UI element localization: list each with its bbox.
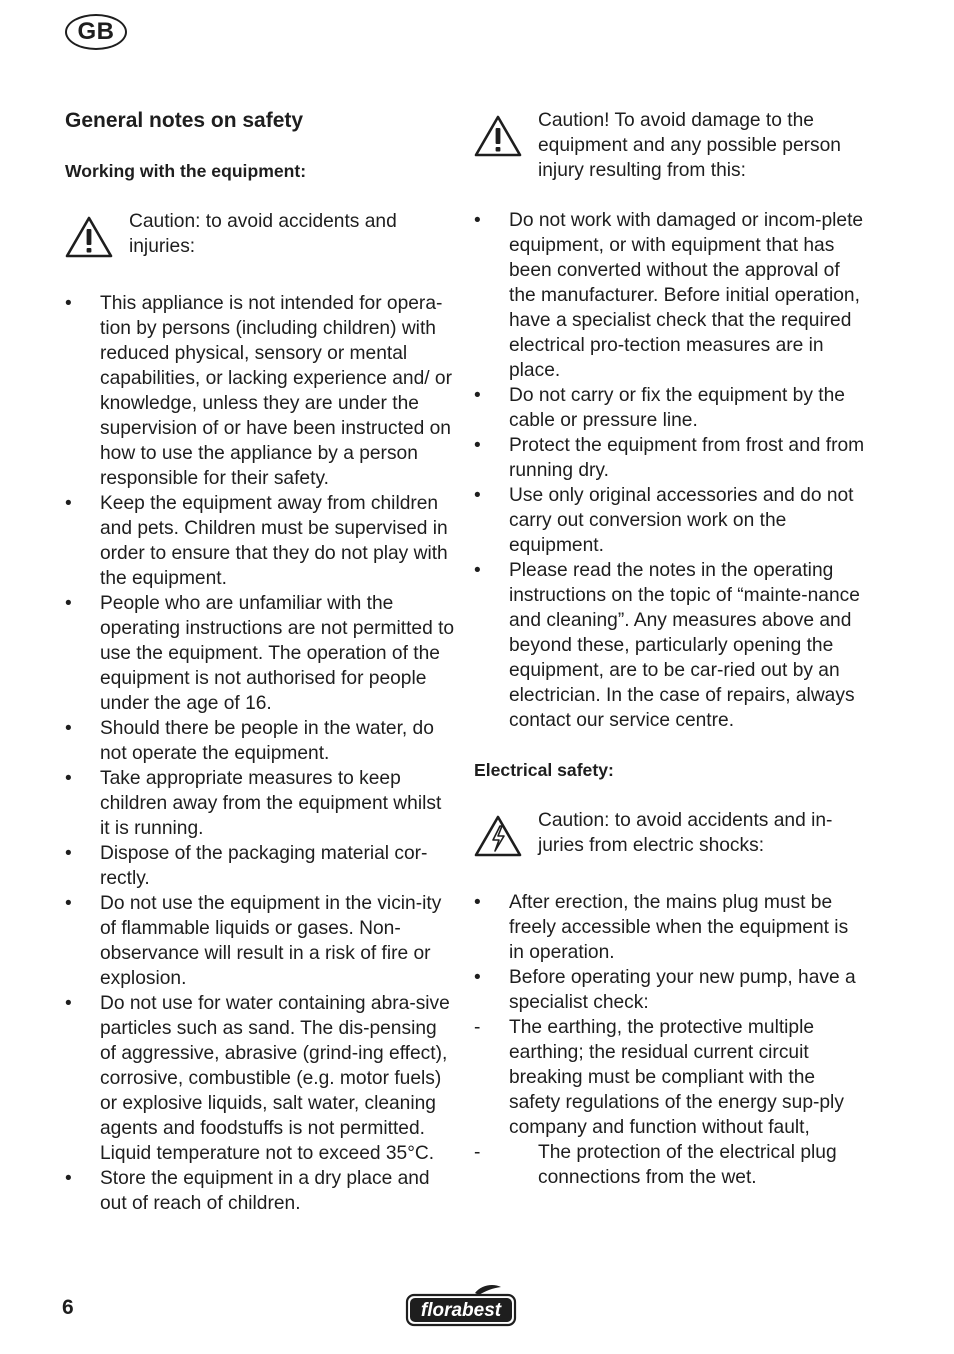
- list-item: • Do not work with damaged or incom-plete equipment, or with equipment that has been converted without the approval of the manufacturer. Before initial operation, have a specialist check that the required electrical pro-tection measures are in place.: [474, 210, 864, 381]
- warning-text: Caution! To avoid damage to the equipment and any possible person injury resulting from this:: [538, 110, 841, 181]
- page-number: 6: [62, 1296, 74, 1319]
- list-item: • Do not use the equipment in the vicin-ity of flammable liquids or gases. Non-observance will result in a risk of fire or explosion.: [65, 893, 442, 989]
- list-item: • Protect the equipment from frost and from running dry.: [474, 435, 865, 481]
- right-column: [474, 108, 866, 1190]
- safety-list-general: [65, 291, 455, 1216]
- list-item: • Do not carry or fix the equipment by the cable or pressure line.: [474, 385, 845, 431]
- subsection-title-electrical: Electrical safety:: [474, 760, 614, 780]
- left-column: [65, 108, 455, 1216]
- list-item: • Dispose of the packaging material cor-rectly.: [65, 843, 428, 889]
- safety-list-electrical: [474, 890, 866, 1190]
- list-item: • Keep the equipment away from children and pets. Children must be supervised in order to ensure that they do not play with the equipment.: [65, 493, 448, 589]
- warning-triangle-icon: [65, 209, 129, 266]
- list-item: • After erection, the mains plug must be freely accessible when the equipment is in operation.: [474, 892, 849, 963]
- list-item: • Take appropriate measures to keep children away from the equipment whilst it is running.: [65, 768, 442, 839]
- list-item: • Should there be people in the water, do not operate the equipment.: [65, 718, 434, 764]
- safety-list-equipment: [474, 208, 866, 733]
- warning-block-damage: [474, 108, 866, 183]
- warning-block-accidents: [65, 209, 455, 266]
- list-item: • Use only original accessories and do not carry out conversion work on the equipment.: [474, 485, 854, 556]
- list-item: • Please read the notes in the operating instructions on the topic of “mainte-nance and cleaning”. Any measures above and beyond these, particularly opening the equipment, are to be car-ried out by an electrician. In the case of repairs, always contact our service centre.: [474, 560, 860, 731]
- list-item-dash: - The protection of the electrical plug connections from the wet.: [474, 1142, 837, 1188]
- list-item: • Store the equipment in a dry place and out of reach of children.: [65, 1168, 430, 1214]
- warning-text: Caution: to avoid accidents and in-juries from electric shocks:: [538, 810, 833, 856]
- warning-block-electric: [474, 808, 866, 865]
- list-item-dash: - The earthing, the protective multiple earthing; the residual current circuit breaking must be compliant with the safety regulations of the energy sup-ply company and function without fault,: [474, 1017, 844, 1138]
- list-item: • People who are unfamiliar with the operating instructions are not permitted to use the equipment. The operation of the equipment is not authorised for people under the age of 16.: [65, 593, 455, 714]
- warning-triangle-icon: [474, 108, 538, 165]
- electric-hazard-icon: [474, 808, 538, 865]
- subsection-title-working: Working with the equipment:: [65, 161, 307, 181]
- svg-text:florabest: florabest: [420, 1300, 502, 1321]
- list-item: • This appliance is not intended for opera-tion by persons (including children) with reduced physical, sensory or mental capabilities, or lacking experience and/ or knowledge, unless they are under the supervision of or have been instructed on how to use the appliance by a person responsible for their safety.: [65, 293, 452, 489]
- section-title: General notes on safety: [65, 109, 304, 132]
- florabest-logo: [405, 1283, 517, 1332]
- list-item: • Before operating your new pump, have a specialist check:: [474, 967, 856, 1013]
- warning-text: Caution: to avoid accidents and injuries:: [129, 211, 397, 257]
- language-badge: GB: [65, 14, 127, 50]
- list-item: • Do not use for water containing abra-sive particles such as sand. The dis-pensing of aggressive, abrasive (grind-ing effect), corrosive, combustible (e.g. motor fuels) or explosive liquids, salt water, cleaning agents and foodstuffs is not permitted. Liquid temperature not to exceed 35°C.: [65, 993, 450, 1164]
